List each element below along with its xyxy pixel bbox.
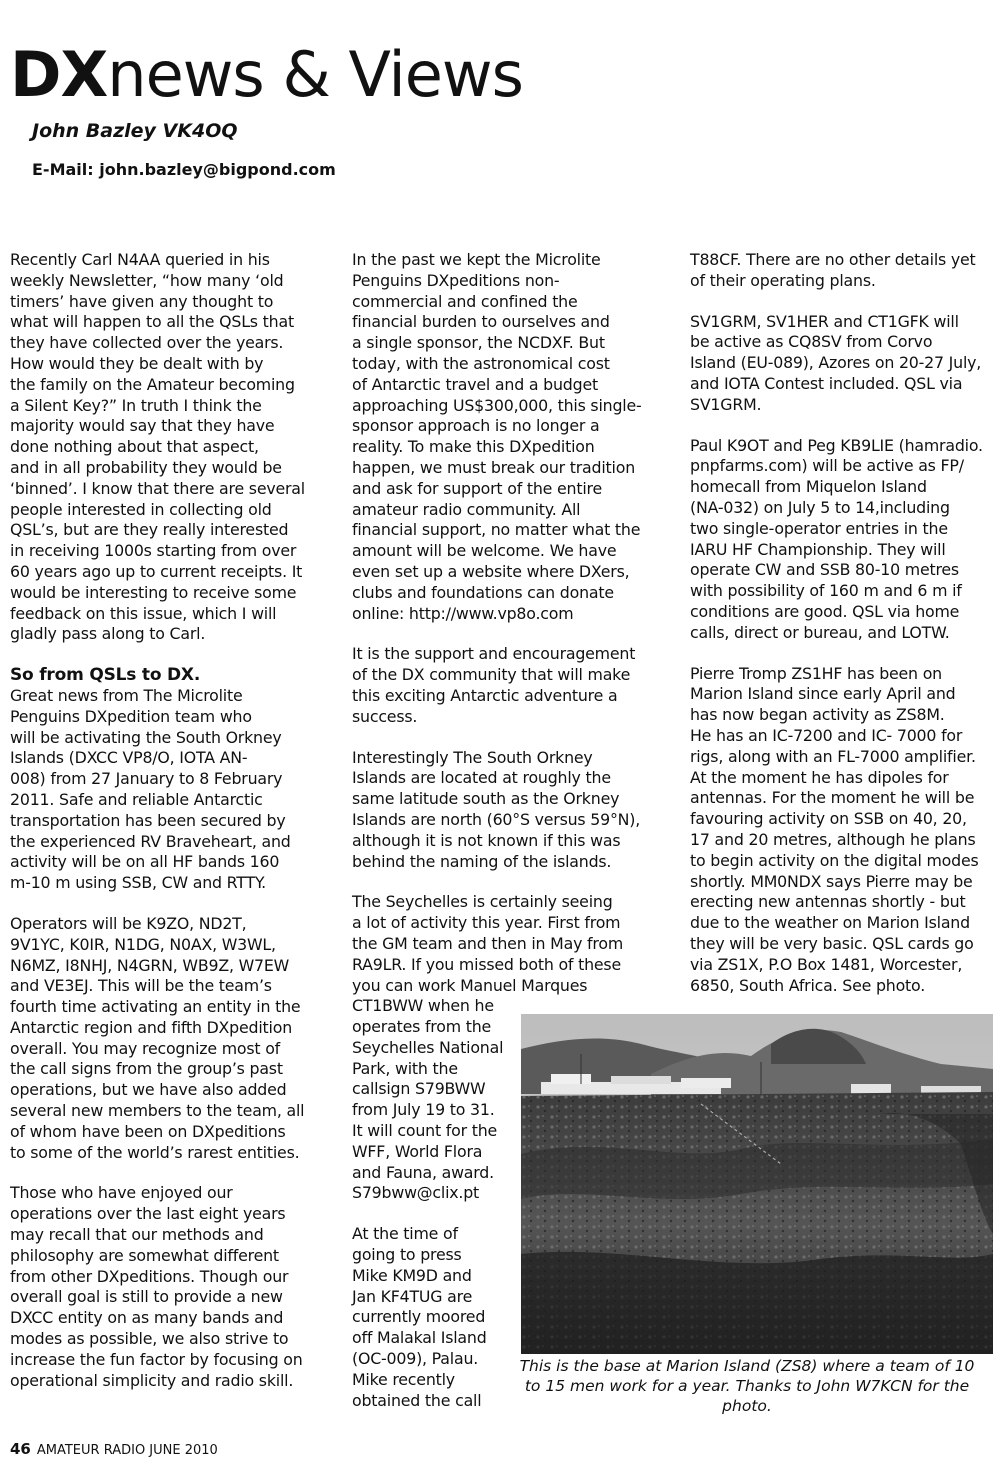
- text-line: It will count for the: [352, 1121, 498, 1141]
- text-line: off Malakal Island: [352, 1328, 487, 1348]
- text-line: two single-operator entries in the: [690, 518, 948, 538]
- text-line: pnpfarms.com) will be active as FP/: [690, 456, 964, 476]
- text-line: due to the weather on Marion Island: [690, 913, 970, 933]
- text-line: to begin activity on the digital modes: [690, 850, 979, 870]
- author-name: John Bazley VK4OQ: [32, 120, 238, 142]
- text-line: weekly Newsletter, “how many ‘old: [10, 270, 284, 290]
- text-line: (OC-009), Palau.: [352, 1349, 479, 1369]
- text-line: operations over the last eight years: [10, 1204, 286, 1224]
- text-line: approaching US$300,000, this single-: [352, 395, 642, 415]
- text-line: feedback on this issue, which I will: [10, 603, 277, 623]
- text-line: 008) from 27 January to 8 February: [10, 769, 283, 789]
- text-line: today, with the astronomical cost: [352, 353, 610, 373]
- text-line: fourth time activating an entity in the: [10, 997, 301, 1017]
- text-line: RA9LR. If you missed both of these: [352, 954, 621, 974]
- text-line: It is the support and encouragement: [352, 644, 636, 664]
- title-dx: DX: [10, 38, 108, 111]
- text-line: commercial and confined the: [352, 291, 578, 311]
- text-line: favouring activity on SSB on 40, 20,: [690, 809, 967, 829]
- text-line: of whom have been on DXpeditions: [10, 1121, 286, 1141]
- text-line: In the past we kept the Microlite: [352, 250, 601, 269]
- text-line: has now began activity as ZS8M.: [690, 705, 945, 725]
- paragraph: [10, 1183, 330, 1391]
- text-line: may recall that our methods and: [10, 1225, 264, 1245]
- text-line: obtained the call: [352, 1390, 482, 1410]
- text-line: you can work Manuel Marques: [352, 975, 588, 995]
- photo-image: [521, 1014, 993, 1354]
- text-line: Interestingly The South Orkney: [352, 747, 593, 767]
- text-line: will be activating the South Orkney: [10, 727, 282, 747]
- text-line: this exciting Antarctic adventure a: [352, 685, 618, 705]
- text-line: sponsor approach is no longer a: [352, 416, 600, 436]
- text-line: Paul K9OT and Peg KB9LIE (hamradio.: [690, 435, 983, 455]
- text-line: although it is not known if this was: [352, 830, 621, 850]
- text-line: done nothing about that aspect,: [10, 437, 259, 457]
- text-line: and ask for support of the entire: [352, 478, 603, 498]
- text-line: 60 years ago up to current receipts. It: [10, 561, 303, 581]
- text-line: activity will be on all HF bands 160: [10, 852, 280, 872]
- text-line: 2011. Safe and reliable Antarctic: [10, 789, 263, 809]
- text-line: Marion Island since early April and: [690, 684, 956, 704]
- text-line: At the moment he has dipoles for: [690, 767, 949, 787]
- text-line: majority would say that they have: [10, 416, 275, 436]
- text-line: be active as CQ8SV from Corvo: [690, 332, 933, 352]
- text-line: WFF, World Flora: [352, 1141, 483, 1161]
- text-line: Island (EU-089), Azores on 20-27 July,: [690, 353, 982, 373]
- text-line: He has an IC-7200 and IC- 7000 for: [690, 725, 963, 745]
- author-email: E-Mail: john.bazley@bigpond.com: [32, 160, 336, 179]
- section-heading: So from QSLs to DX.: [10, 665, 201, 686]
- text-line: the family on the Amateur becoming: [10, 374, 295, 394]
- text-line: of Antarctic travel and a budget: [352, 374, 598, 394]
- text-line: SV1GRM.: [690, 394, 762, 414]
- text-line: SV1GRM, SV1HER and CT1GFK will: [690, 311, 959, 331]
- text-line: of the DX community that will make: [352, 665, 631, 685]
- text-line: QSL’s, but are they really interested: [10, 520, 289, 540]
- text-line: 17 and 20 metres, although he plans: [690, 829, 976, 849]
- text-line: overall. You may recognize most of: [10, 1038, 281, 1058]
- text-line: would be interesting to receive some: [10, 582, 297, 602]
- text-line: Pierre Tromp ZS1HF has been on: [690, 663, 942, 683]
- paragraph: [10, 250, 330, 645]
- text-line: behind the naming of the islands.: [352, 851, 612, 871]
- text-line: Those who have enjoyed our: [10, 1183, 233, 1203]
- text-line: Islands are north (60°S versus 59°N),: [352, 809, 641, 829]
- text-line: CT1BWW when he: [352, 996, 494, 1016]
- text-line: Penguins DXpedition team who: [10, 706, 252, 726]
- text-line: from July 19 to 31.: [352, 1100, 495, 1120]
- text-line: operations, but we have also added: [10, 1080, 287, 1100]
- photo-caption: [505, 1356, 989, 1416]
- text-line: increase the fun factor by focusing on: [10, 1349, 303, 1369]
- text-line: operates from the: [352, 1017, 492, 1037]
- masthead-title: [10, 40, 523, 110]
- paragraph: [352, 250, 657, 624]
- paragraph: [690, 664, 990, 997]
- text-line: The Seychelles is certainly seeing: [352, 892, 613, 912]
- text-line: operational simplicity and radio skill.: [10, 1370, 294, 1390]
- text-line: and in all probability they would be: [10, 457, 282, 477]
- text-line: they have collected over the years.: [10, 333, 284, 353]
- text-line: with possibility of 160 m and 6 m if: [690, 581, 962, 601]
- caption-line: to 15 men work for a year. Thanks to John W7KCN for the: [524, 1377, 970, 1395]
- text-line: N6MZ, I8NHJ, N4GRN, WB9Z, W7EW: [10, 955, 290, 975]
- text-line: transportation has been secured by: [10, 810, 286, 830]
- paragraph: [352, 644, 657, 727]
- text-line: Mike KM9D and: [352, 1265, 472, 1285]
- caption-line: This is the base at Marion Island (ZS8) where a team of 10: [519, 1357, 975, 1375]
- text-line: Operators will be K9ZO, ND2T,: [10, 913, 247, 933]
- paragraph: [352, 748, 657, 873]
- text-line: 6850, South Africa. See photo.: [690, 975, 926, 995]
- publication-line: AMATEUR RADIO JUNE 2010: [36, 1443, 218, 1458]
- text-line: same latitude south as the Orkney: [352, 789, 620, 809]
- text-line: Mike recently: [352, 1369, 455, 1389]
- text-line: erecting new antennas shortly - but: [690, 892, 966, 912]
- text-line: m-10 m using SSB, CW and RTTY.: [10, 873, 266, 893]
- text-line: Recently Carl N4AA queried in his: [10, 250, 270, 269]
- text-line: 9V1YC, K0IR, N1DG, N0AX, W3WL,: [10, 934, 276, 954]
- text-line: even set up a website where DXers,: [352, 561, 630, 581]
- text-line: antennas. For the moment he will be: [690, 788, 975, 808]
- text-line: several new members to the team, all: [10, 1101, 305, 1121]
- text-line: to some of the world’s rarest entities.: [10, 1142, 300, 1162]
- text-line: financial support, no matter what the: [352, 520, 641, 540]
- text-line: people interested in collecting old: [10, 499, 272, 519]
- text-line: T88CF. There are no other details yet: [690, 250, 976, 269]
- text-line: from other DXpeditions. Though our: [10, 1266, 289, 1286]
- text-line: Islands (DXCC VP8/O, IOTA AN-: [10, 748, 248, 768]
- text-line: (NA-032) on July 5 to 14,including: [690, 497, 950, 517]
- text-line: ‘binned’. I know that there are several: [10, 478, 305, 498]
- text-line: Seychelles National: [352, 1037, 504, 1057]
- column-3: [690, 250, 990, 1016]
- text-line: amateur radio community. All: [352, 499, 581, 519]
- text-line: Great news from The Microlite: [10, 685, 243, 705]
- text-line: via ZS1X, P.O Box 1481, Worcester,: [690, 954, 963, 974]
- text-line: Penguins DXpeditions non-: [352, 270, 560, 290]
- text-line: Jan KF4TUG are: [352, 1286, 473, 1306]
- text-line: going to press: [352, 1245, 462, 1265]
- text-line: Antarctic region and fifth DXpedition: [10, 1017, 293, 1037]
- text-line: reality. To make this DXpedition: [352, 437, 595, 457]
- text-line: a lot of activity this year. First from: [352, 913, 621, 933]
- text-line: DXCC entity on as many bands and: [10, 1308, 284, 1328]
- text-line: a single sponsor, the NCDXF. But: [352, 333, 605, 353]
- text-line: amount will be welcome. We have: [352, 541, 617, 561]
- text-line: and Fauna, award.: [352, 1162, 494, 1182]
- text-line: they will be very basic. QSL cards go: [690, 933, 974, 953]
- text-line: financial burden to ourselves and: [352, 312, 610, 332]
- text-line: timers’ have given any thought to: [10, 291, 274, 311]
- text-line: At the time of: [352, 1224, 458, 1244]
- text-line: Islands are located at roughly the: [352, 768, 611, 788]
- text-line: currently moored: [352, 1307, 486, 1327]
- paragraph: [690, 312, 990, 416]
- text-line: the call signs from the group’s past: [10, 1059, 283, 1079]
- text-line: of their operating plans.: [690, 270, 876, 290]
- text-line: the GM team and then in May from: [352, 933, 624, 953]
- text-line: Park, with the: [352, 1058, 458, 1078]
- text-line: gladly pass along to Carl.: [10, 624, 206, 644]
- column-1: [10, 250, 330, 1411]
- text-line: philosophy are somewhat different: [10, 1245, 279, 1265]
- text-line: happen, we must break our tradition: [352, 457, 636, 477]
- text-line: and IOTA Contest included. QSL via: [690, 373, 963, 393]
- paragraph: [10, 665, 330, 894]
- text-line: homecall from Miquelon Island: [690, 477, 927, 497]
- paragraph: [690, 436, 990, 644]
- text-line: and VE3EJ. This will be the team’s: [10, 976, 272, 996]
- text-line: S79bww@clix.pt: [352, 1183, 480, 1203]
- text-line: IARU HF Championship. They will: [690, 539, 946, 559]
- paragraph: [10, 914, 330, 1164]
- text-line: shortly. MM0NDX says Pierre may be: [690, 871, 973, 891]
- text-line: the experienced RV Braveheart, and: [10, 831, 291, 851]
- text-line: operate CW and SSB 80-10 metres: [690, 560, 959, 580]
- text-line: success.: [352, 706, 418, 726]
- text-line: How would they be dealt with by: [10, 353, 264, 373]
- text-line: clubs and foundations can donate: [352, 582, 614, 602]
- caption-line: photo.: [722, 1397, 772, 1415]
- text-line: calls, direct or bureau, and LOTW.: [690, 622, 950, 642]
- text-line: conditions are good. QSL via home: [690, 601, 960, 621]
- text-line: in receiving 1000s starting from over: [10, 541, 297, 561]
- marion-island-photo: [521, 1014, 993, 1354]
- text-line: a Silent Key?” In truth I think the: [10, 395, 262, 415]
- text-line: callsign S79BWW: [352, 1079, 486, 1099]
- text-line: overall goal is still to provide a new: [10, 1287, 283, 1307]
- title-rest: news & Views: [107, 38, 523, 111]
- paragraph: [690, 250, 990, 292]
- text-line: rigs, along with an FL-7000 amplifier.: [690, 746, 976, 766]
- text-line: online: http://www.vp8o.com: [352, 603, 574, 623]
- text-line: modes as possible, we also strive to: [10, 1329, 289, 1349]
- page-number: 46: [10, 1440, 31, 1458]
- text-line: what will happen to all the QSLs that: [10, 312, 294, 332]
- page-footer: [10, 1440, 218, 1458]
